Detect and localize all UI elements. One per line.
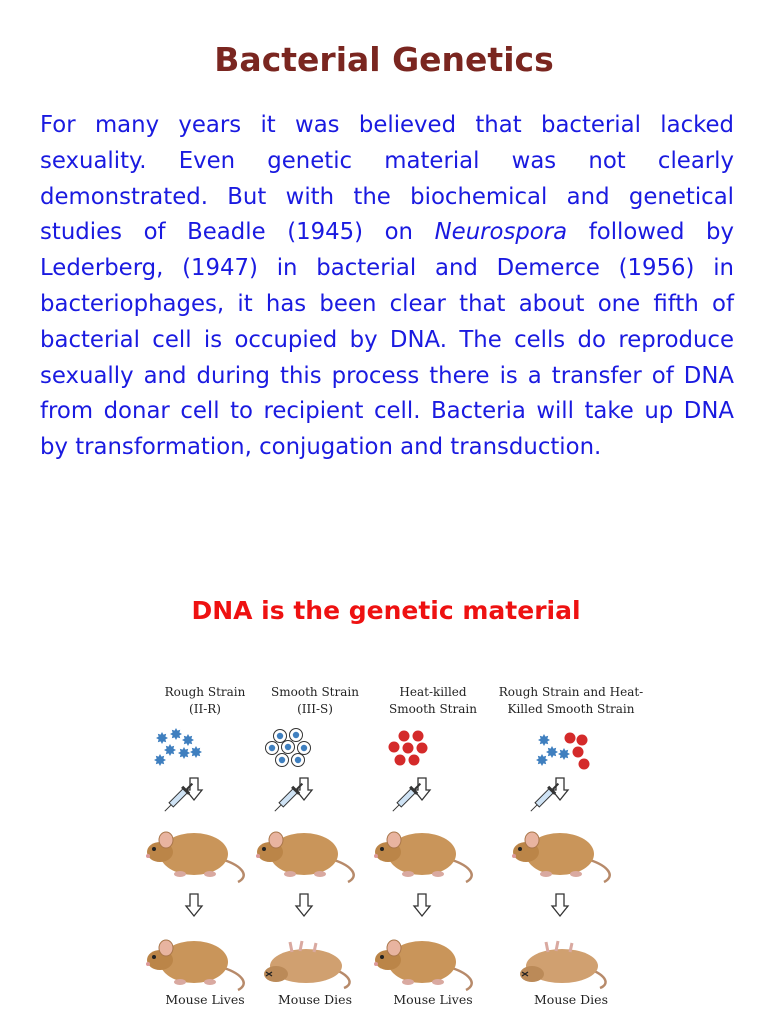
heat-killed-bacterium [413, 731, 424, 742]
rough-bacterium [156, 732, 168, 744]
down-arrow-icon [552, 894, 568, 916]
paragraph-italic-term: Neurospora [434, 219, 568, 246]
bacteria-cluster [154, 728, 202, 766]
mouse-icon [146, 832, 244, 882]
section-subtitle: DNA is the genetic material [191, 596, 581, 625]
column-illustration [368, 680, 498, 1016]
column-heading-line: (III-S) [297, 702, 333, 716]
column-outcome: Mouse Dies [278, 992, 352, 1007]
down-arrow-icon [296, 894, 312, 916]
syringe-icon [389, 780, 424, 815]
mouse-icon [374, 832, 472, 882]
rough-bacterium [182, 734, 194, 746]
rough-bacterium [178, 747, 190, 759]
experiment-column-heat-killed [368, 680, 498, 1016]
dead-mouse-icon [520, 941, 606, 988]
column-heading-line: (II-R) [189, 702, 221, 716]
experiment-column-mixed [498, 680, 644, 1016]
column-outcome: Mouse Lives [165, 992, 245, 1007]
mouse-icon [256, 832, 354, 882]
bacteria-cluster [266, 729, 311, 767]
down-arrow-icon [414, 894, 430, 916]
column-heading-line: Rough Strain [164, 685, 246, 699]
mouse-icon [512, 832, 610, 882]
heat-killed-bacterium [417, 743, 428, 754]
rough-bacterium [536, 754, 548, 766]
column-heading-line: Heat-killed [399, 685, 467, 699]
column-heading-line: Smooth Strain [389, 702, 477, 716]
paragraph-text-1: For many years it was believed that bacterial lacked sexuality. Even genetic material was not clearly demonstrated. But with the biochemical and genetical studies of Beadle (1945) on [40, 112, 734, 246]
dead-mouse-icon [264, 941, 350, 988]
heat-killed-bacterium [565, 733, 576, 744]
heat-killed-bacterium [389, 742, 400, 753]
experiment-column-smooth [250, 680, 380, 1016]
rough-bacterium [538, 734, 550, 746]
syringe-icon [271, 780, 306, 815]
syringe-icon [161, 780, 196, 815]
bacteria-cluster [536, 733, 590, 770]
down-arrow-icon [186, 894, 202, 916]
page-title: Bacterial Genetics [214, 40, 554, 79]
mouse-icon [374, 940, 472, 990]
mouse-icon [146, 940, 244, 990]
heat-killed-bacterium [399, 731, 410, 742]
intro-paragraph [40, 108, 734, 466]
column-outcome: Mouse Dies [534, 992, 608, 1007]
heat-killed-bacterium [409, 755, 420, 766]
heat-killed-bacterium [577, 735, 588, 746]
paragraph-text-2: followed by Lederberg, (1947) in bacterial and Demerce (1956) in bacteriophages, it has been clear that about one fifth of bacterial cell is occupied by DNA. The cells do reproduce sexually and during this process there is a transfer of DNA from donar cell to recipient cell. Bacteria will take up DNA by transformation, conjugation and transduction. [40, 219, 735, 461]
column-illustration [250, 680, 380, 1016]
rough-bacterium [164, 744, 176, 756]
column-outcome: Mouse Lives [393, 992, 473, 1007]
bacteria-cluster [389, 731, 428, 766]
column-heading-line: Killed Smooth Strain [507, 702, 635, 716]
rough-bacterium [546, 746, 558, 758]
column-heading-line: Smooth Strain [271, 685, 359, 699]
column-heading-line: Rough Strain and Heat- [498, 685, 644, 699]
griffith-experiment-figure [140, 680, 644, 1016]
heat-killed-bacterium [573, 747, 584, 758]
rough-bacterium [190, 746, 202, 758]
rough-bacterium [170, 728, 182, 740]
heat-killed-bacterium [395, 755, 406, 766]
syringe-icon [527, 780, 562, 815]
rough-bacterium [558, 748, 570, 760]
column-illustration [506, 680, 636, 1016]
rough-bacterium [154, 754, 166, 766]
heat-killed-bacterium [579, 759, 590, 770]
heat-killed-bacterium [403, 743, 414, 754]
